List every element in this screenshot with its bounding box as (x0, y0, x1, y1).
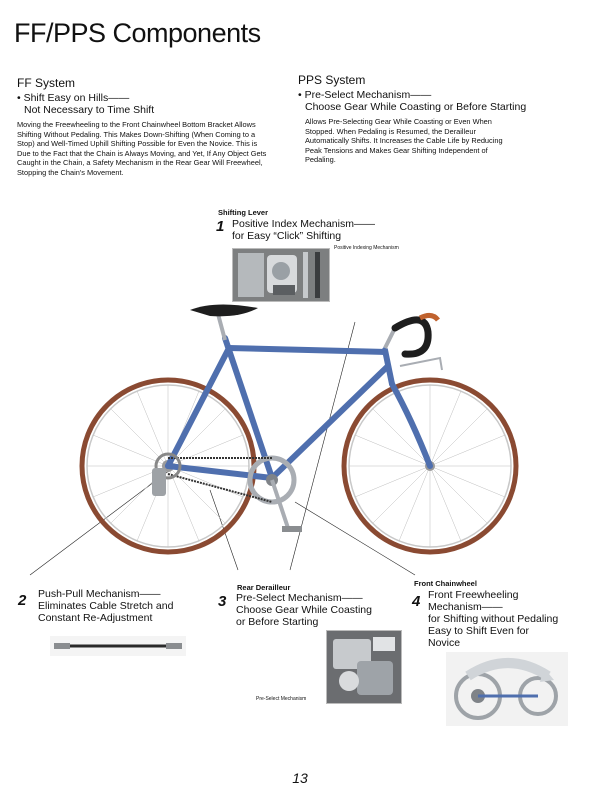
item1-number: 1 (216, 218, 225, 235)
seat-post (218, 314, 225, 340)
ff-body: Moving the Freewheeling to the Front Chainwheel Bottom Bracket Allows Shifting Without Pedaling. This Makes Down-Shifting (When Coming to a Stop) and Well-Timed Uphill Shifting Possible for Even the Novice. This is Due to the Fact that the Chain is Always Moving, and Yet, If Any Object Gets Caught in the Chain, a Safety Mechanism in the Rear Gear Will Freewheel, Stopping the Chain's Movement. (17, 120, 267, 177)
rear-derailleur-label: Rear Derailleur (237, 583, 291, 592)
item4-caption (428, 589, 558, 649)
item2-number: 2 (18, 592, 27, 609)
page-title: FF/PPS Components (14, 18, 261, 48)
item4-line3: for Shifting without Pedaling (428, 613, 559, 625)
item4-number: 4 (412, 593, 421, 610)
item2-line2: Eliminates Cable Stretch and (38, 600, 174, 612)
item1-photo-caption: Positive Indexing Mechanism (334, 245, 399, 251)
item2-line3: Constant Re-Adjustment (38, 612, 153, 624)
page-number: 13 (292, 770, 308, 786)
front-chainwheel-label: Front Chainwheel (414, 579, 477, 588)
ff-section (17, 76, 279, 178)
item3-line1: Pre-Select Mechanism—— (236, 592, 363, 604)
push-pull-cable-photo (50, 636, 186, 656)
item1-line2: for Easy “Click” Shifting (232, 230, 342, 242)
pps-sub-line1: • Pre-Select Mechanism—— (298, 89, 432, 101)
item4-line2: Mechanism—— (428, 601, 503, 613)
pps-subheading (298, 89, 560, 113)
item2-line1: Push-Pull Mechanism—— (38, 588, 161, 600)
rear-derailleur (152, 468, 166, 496)
front-freewheeling-photo (446, 652, 568, 726)
shifting-lever-label: Shifting Lever (218, 208, 269, 217)
item4-line4: Easy to Shift Even for (428, 625, 529, 637)
item4-line1: Front Freewheeling (428, 589, 519, 601)
ff-heading: FF System (17, 76, 76, 90)
pps-body: Allows Pre-Selecting Gear While Coasting or Even When Stopped. When Pedaling is Resumed, the Derailleur Automatically Shifts. It Increases the Cable Life by Reducing Peak Tensions and Makes Gear Shifting Independent of Pedaling. (305, 117, 503, 165)
item1-line1: Positive Index Mechanism—— (232, 218, 375, 230)
item2-caption (38, 588, 173, 624)
item3-line2: Choose Gear While Coasting (236, 604, 372, 616)
item3-photo-caption: Pre-Select Mechanism (256, 696, 307, 702)
ff-subheading (17, 92, 279, 116)
front-rack (400, 358, 442, 370)
item4-line5: Novice (428, 637, 461, 649)
ff-sub-line1: • Shift Easy on Hills—— (17, 92, 130, 104)
pps-sub-line2: Choose Gear While Coasting or Before Starting (305, 101, 527, 113)
item3-caption (236, 592, 372, 628)
saddle (190, 304, 258, 316)
ff-sub-line2: Not Necessary to Time Shift (24, 104, 155, 116)
pps-heading: PPS System (298, 73, 366, 87)
brake-hood (420, 315, 438, 320)
item3-line3: or Before Starting (236, 616, 319, 628)
item3-number: 3 (218, 593, 227, 610)
pps-section (298, 73, 560, 165)
handlebar (395, 320, 428, 354)
bicycle-illustration (0, 270, 600, 590)
pre-select-mechanism-photo (326, 630, 402, 704)
pedal (282, 526, 302, 532)
item1-caption (232, 218, 375, 242)
